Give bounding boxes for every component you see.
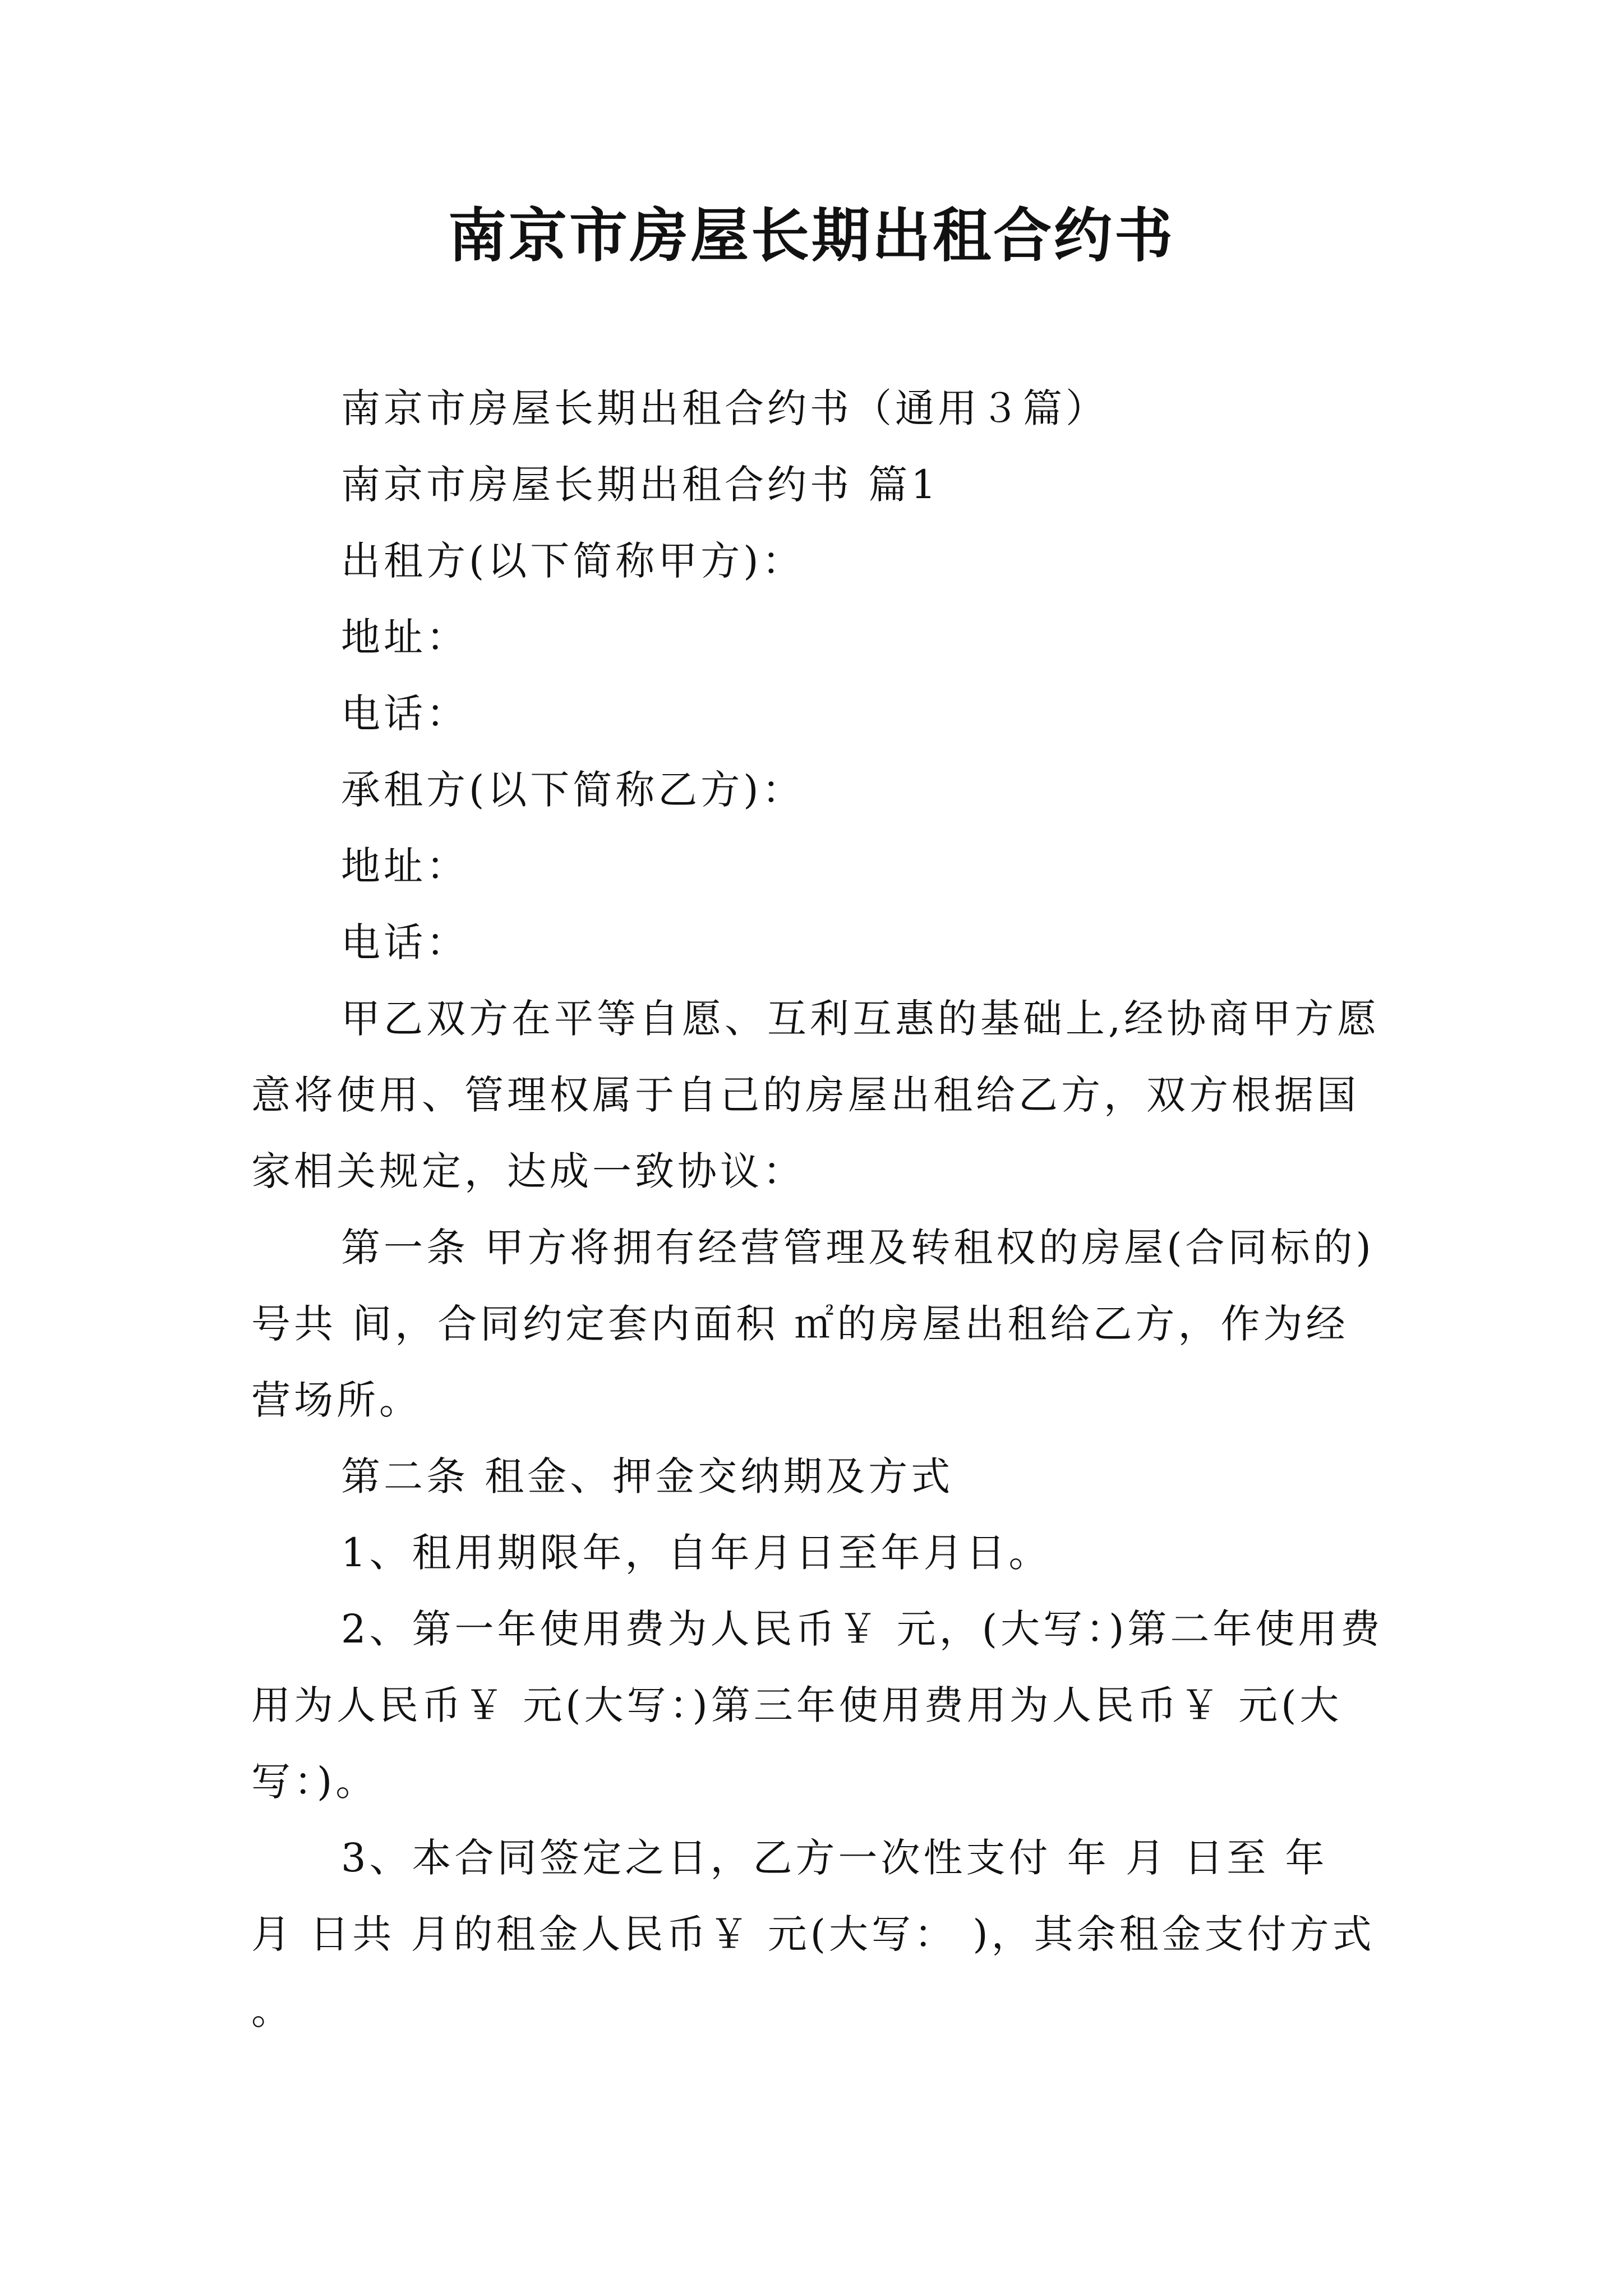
paragraph-lessor-address: 地址： <box>341 614 469 660</box>
paragraph-section-heading: 南京市房屋长期出租合约书 篇1 <box>341 462 939 508</box>
paragraph-item-1: 1、租用期限年，自年月日至年月日。 <box>341 1530 1052 1576</box>
paragraph-item-3: 3、本合同签定之日，乙方一次性支付 年 月 日至 年 月 日共 月的租金人民币￥ 元(大写： )，其余租金支付方式 。 <box>251 1835 1375 2033</box>
paragraph-subtitle: 南京市房屋长期出租合约书（通用３篇） <box>341 385 1108 431</box>
document-title: 南京市房屋长期出租合约书 <box>448 201 1175 270</box>
paragraph-lessee-address: 地址： <box>341 843 469 889</box>
paragraph-lessor: 出租方(以下简称甲方)： <box>341 538 805 584</box>
document-body <box>251 370 1384 2049</box>
paragraph-item-2: 2、第一年使用费为人民币￥ 元，(大写：)第二年使用费用为人民币￥ 元(大写：)第三年使用费用为人民币￥ 元(大写：)。 <box>251 1606 1384 1805</box>
paragraph-lessee: 承租方(以下简称乙方)： <box>341 767 805 813</box>
paragraph-lessor-phone: 电话： <box>341 691 469 737</box>
paragraph-preamble: 甲乙双方在平等自愿、互利互惠的基础上,经协商甲方愿意将使用、管理权属于自己的房屋出租给乙方，双方根据国家相关规定，达成一致协议： <box>251 996 1380 1194</box>
paragraph-article-2-heading: 第二条 租金、押金交纳期及方式 <box>341 1453 954 1499</box>
paragraph-lessee-phone: 电话： <box>341 919 469 965</box>
paragraph-article-1: 第一条 甲方将拥有经营管理及转租权的房屋(合同标的)号共 间，合同约定套内面积 ㎡的房屋出租给乙方，作为经营场所。 <box>251 1225 1375 1423</box>
